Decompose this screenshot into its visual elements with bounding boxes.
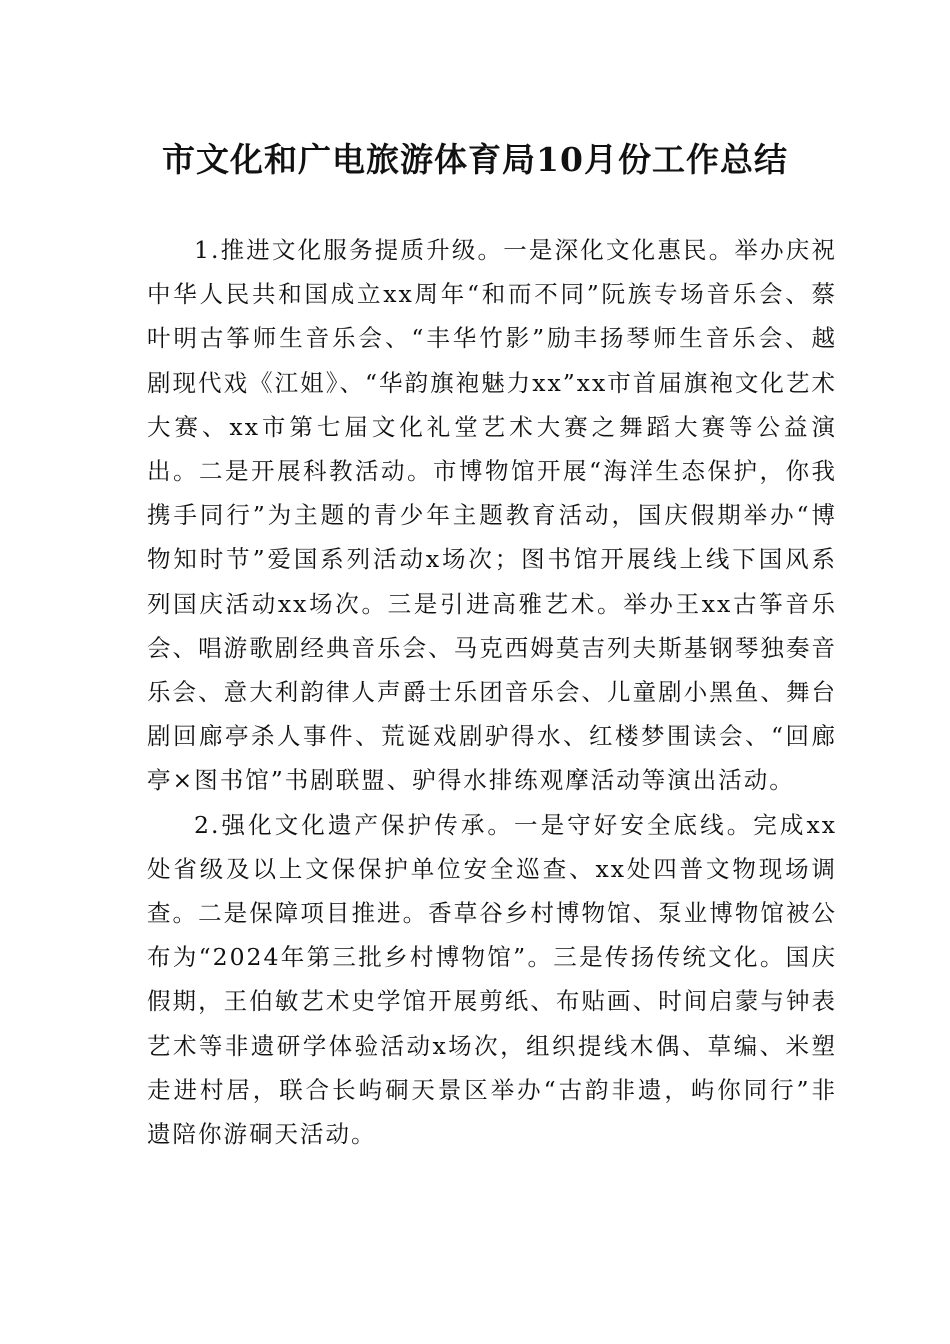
document-body xyxy=(147,228,837,1156)
paragraph-heritage-protection: 2.强化文化遗产保护传承。一是守好安全底线。完成xx处省级及以上文保保护单位安全巡查、xx处四普文物现场调查。二是保障项目推进。香草谷乡村博物馆、泵业博物馆被公布为“2024年第三批乡村博物馆”。三是传扬传统文化。国庆假期，王伯敏艺术史学馆开展剪纸、布贴画、时间启蒙与钟表艺术等非遗研学体验活动x场次，组织提线木偶、草编、米塑走进村居，联合长屿硐天景区举办“古韵非遗，屿你同行”非遗陪你游硐天活动。 xyxy=(147,810,837,1149)
paragraph-culture-services: 1.推进文化服务提质升级。一是深化文化惠民。举办庆祝中华人民共和国成立xx周年“和而不同”阮族专场音乐会、蔡叶明古筝师生音乐会、“丰华竹影”励丰扬琴师生音乐会、越剧现代戏《江姐》、“华韵旗袍魅力xx”xx市首届旗袍文化艺术大赛、xx市第七届文化礼堂艺术大赛之舞蹈大赛等公益演出。二是开展科教活动。市博物馆开展“海洋生态保护，你我携手同行”为主题的青少年主题教育活动，国庆假期举办“博物知时节”爱国系列活动x场次；图书馆开展线上线下国风系列国庆活动xx场次。三是引进高雅艺术。举办王xx古筝音乐会、唱游歌剧经典音乐会、马克西姆莫吉列夫斯基钢琴独奏音乐会、意大利韵律人声爵士乐团音乐会、儿童剧小黑鱼、舞台剧回廊亭杀人事件、荒诞戏剧驴得水、红楼梦围读会、“回廊亭×图书馆”书剧联盟、驴得水排练观摩活动等演出活动。 xyxy=(147,236,837,795)
document-title: 市文化和广电旅游体育局10月份工作总结 xyxy=(162,140,788,179)
